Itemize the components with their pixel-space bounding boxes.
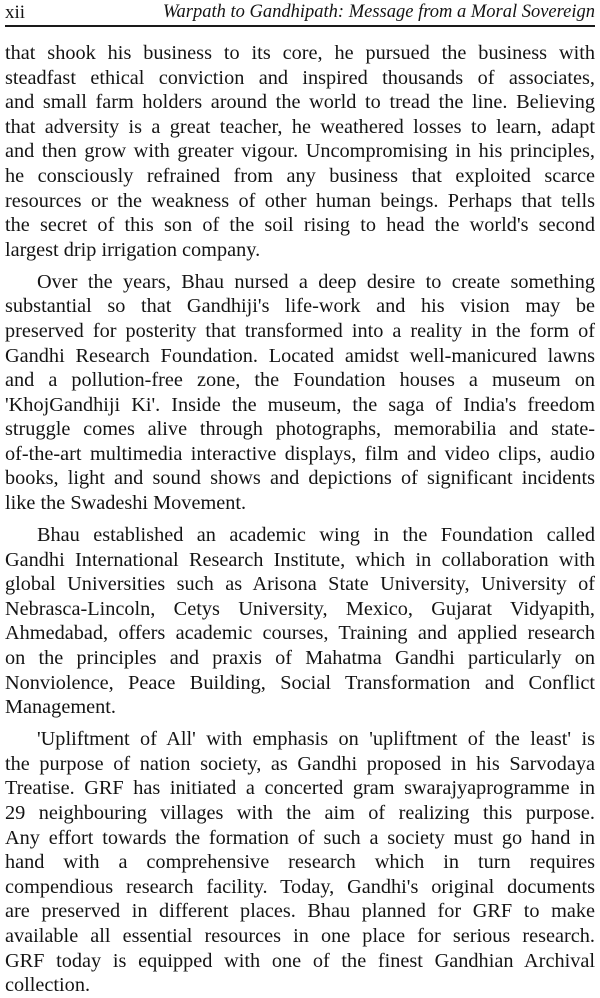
text-line: he consciously refrained from any business that exploited scarce — [5, 164, 595, 187]
paragraph-4 — [5, 727, 595, 998]
text-line: of-the-art multimedia interactive displays, film and video clips, audio — [5, 442, 595, 465]
text-line: resources or the weakness of other human beings. Perhaps that tells — [5, 189, 595, 212]
running-title: Warpath to Gandhipath: Message from a Moral Sovereign — [162, 2, 595, 22]
text-line: and small farm holders around the world to tread the line. Believing — [5, 91, 595, 114]
text-line: like the Swadeshi Movement. — [5, 492, 247, 515]
text-line: largest drip irrigation company. — [5, 238, 261, 261]
body-text — [5, 41, 595, 998]
text-line: 'KhojGandhiji Ki'. Inside the museum, the saga of India's freedom — [5, 393, 595, 416]
text-line: steadfast ethical conviction and inspired thousands of associates, — [5, 66, 595, 89]
paragraph-2 — [5, 270, 595, 516]
text-line: Management. — [5, 696, 116, 719]
text-line: Bhau established an academic wing in the Foundation called — [37, 524, 595, 547]
text-line: preserved for posterity that transformed into a reality in the form of — [5, 319, 595, 342]
paragraph-3 — [5, 523, 595, 720]
text-line: on the principles and praxis of Mahatma Gandhi particularly on — [5, 647, 595, 670]
text-line: 'Upliftment of All' with emphasis on 'upliftment of the least' is — [37, 728, 595, 751]
text-line: Over the years, Bhau nursed a deep desire to create something — [37, 270, 595, 293]
text-line: Gandhi International Research Institute, which in collaboration with — [5, 548, 595, 571]
text-line: Nebrasca-Lincoln, Cetys University, Mexico, Gujarat Vidyapith, — [5, 597, 595, 620]
text-line: Any effort towards the formation of such a society must go hand in — [5, 826, 595, 849]
text-line: available all essential resources in one place for serious research. — [5, 924, 595, 947]
text-line: substantial so that Gandhiji's life-work and his vision may be — [5, 295, 595, 318]
text-line: that adversity is a great teacher, he weathered losses to learn, adapt — [5, 115, 595, 138]
text-line: global Universities such as Arisona State University, University of — [5, 573, 595, 596]
text-line: the purpose of nation society, as Gandhi proposed in his Sarvodaya — [5, 752, 595, 775]
text-line: Ahmedabad, offers academic courses, Training and applied research — [5, 622, 595, 645]
text-line: struggle comes alive through photographs, memorabilia and state- — [5, 418, 595, 441]
page-number: xii — [5, 2, 26, 23]
text-line: Nonviolence, Peace Building, Social Transformation and Conflict — [5, 671, 595, 694]
text-line: 29 neighbouring villages with the aim of realizing this purpose. — [5, 801, 595, 824]
text-line: that shook his business to its core, he pursued the business with — [5, 42, 595, 64]
text-line: compendious research facility. Today, Gandhi's original documents — [5, 875, 595, 898]
text-line: hand with a comprehensive research which in turn requires — [5, 851, 595, 874]
text-line: Treatise. GRF has initiated a concerted gram swarajyaprogramme in — [5, 777, 595, 800]
paragraph-1 — [5, 41, 595, 262]
text-line: books, light and sound shows and depictions of significant incidents — [5, 467, 595, 490]
text-line: collection. — [5, 974, 91, 997]
text-line: and then grow with greater vigour. Uncompromising in his principles, — [5, 140, 595, 163]
text-line: Gandhi Research Foundation. Located amidst well-manicured lawns — [5, 344, 595, 367]
text-line: the secret of this son of the soil rising to head the world's second — [5, 214, 595, 237]
text-line: are preserved in different places. Bhau planned for GRF to make — [5, 900, 595, 923]
running-header — [5, 0, 595, 27]
text-line: GRF today is equipped with one of the finest Gandhian Archival — [5, 949, 595, 972]
text-line: and a pollution-free zone, the Foundation houses a museum on — [5, 369, 595, 392]
